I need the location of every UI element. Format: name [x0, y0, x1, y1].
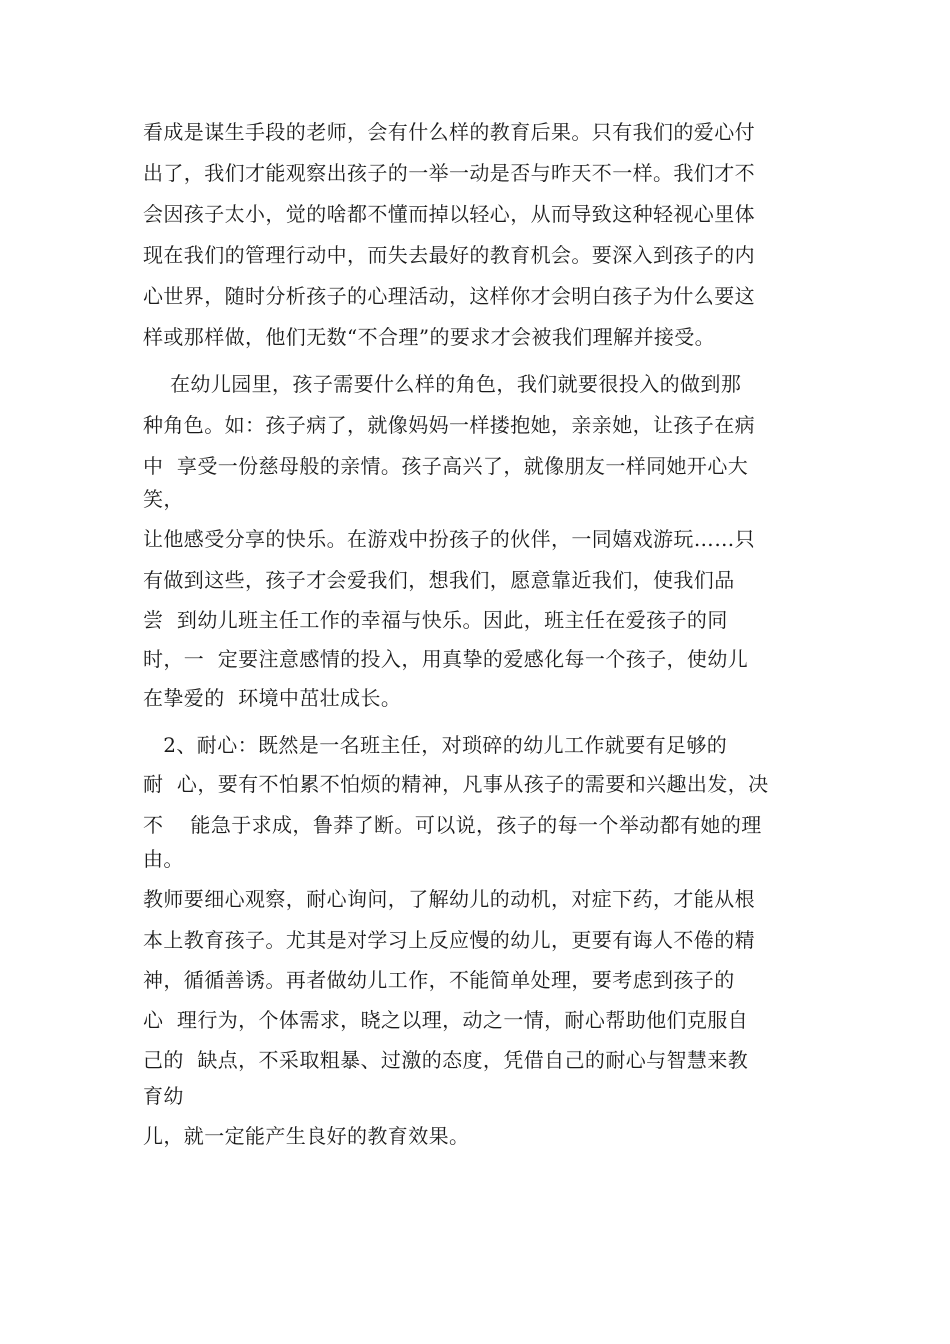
text-line: 心 理行为，个体需求，晓之以理，动之一情，耐心帮助他们克服自: [143, 1008, 749, 1032]
text-line: 在幼儿园里，孩子需要什么样的角色，我们就要很投入的做到那: [143, 372, 742, 396]
text-line: 中 享受一份慈母般的亲情。孩子高兴了，就像朋友一样同她开心大: [143, 454, 749, 478]
text-line: 看成是谋生手段的老师，会有什么样的教育后果。只有我们的爱心付: [143, 120, 755, 144]
text-line: 教师要细心观察，耐心询问，了解幼儿的动机，对症下药，才能从根: [143, 887, 755, 911]
text-line: 本上教育孩子。尤其是对学习上反应慢的幼儿，更要有诲人不倦的精: [143, 928, 755, 952]
text-line: 耐 心，要有不怕累不怕烦的精神，凡事从孩子的需要和兴趣出发，决: [143, 772, 769, 796]
text-line: 尝 到幼儿班主任工作的幸福与快乐。因此，班主任在爱孩子的同: [143, 608, 728, 632]
text-line: 有做到这些，孩子才会爱我们，想我们，愿意靠近我们，使我们品: [143, 568, 735, 592]
text-line: 出了，我们才能观察出孩子的一举一动是否与昨天不一样。我们才不: [143, 161, 755, 185]
text-line: 己的 缺点，不采取粗暴、过激的态度，凭借自己的耐心与智慧来教: [143, 1048, 749, 1072]
text-line: 种角色。如：孩子病了，就像妈妈一样搂抱她，亲亲她，让孩子在病: [143, 413, 755, 437]
text-line: 由。: [143, 847, 184, 871]
text-line: 让他感受分享的快乐。在游戏中扮孩子的伙伴，一同嬉戏游玩……只: [143, 527, 755, 551]
text-line: 神，循循善诱。再者做幼儿工作，不能简单处理，要考虑到孩子的: [143, 968, 735, 992]
text-line: 心世界，随时分析孩子的心理活动，这样你才会明白孩子为什么要这: [143, 284, 755, 308]
text-line: 不 能急于求成，鲁莽了断。可以说，孩子的每一个举动都有她的理: [143, 813, 762, 837]
text-line: 2、耐心：既然是一名班主任，对琐碎的幼儿工作就要有足够的: [143, 733, 728, 757]
text-line: 时，一 定要注意感情的投入，用真挚的爱感化每一个孩子，使幼儿: [143, 647, 749, 671]
text-line: 儿，就一定能产生良好的教育效果。: [143, 1124, 470, 1148]
text-line: 笑，: [143, 487, 184, 511]
text-line: 现在我们的管理行动中，而失去最好的教育机会。要深入到孩子的内: [143, 243, 755, 267]
text-line: 在挚爱的 环境中茁壮成长。: [143, 686, 402, 710]
text-line: 会因孩子太小，觉的啥都不懂而掉以轻心，从而导致这种轻视心里体: [143, 202, 755, 226]
text-line: 育幼: [143, 1084, 184, 1108]
text-line: 样或那样做，他们无数“不合理”的要求才会被我们理解并接受。: [143, 325, 716, 349]
